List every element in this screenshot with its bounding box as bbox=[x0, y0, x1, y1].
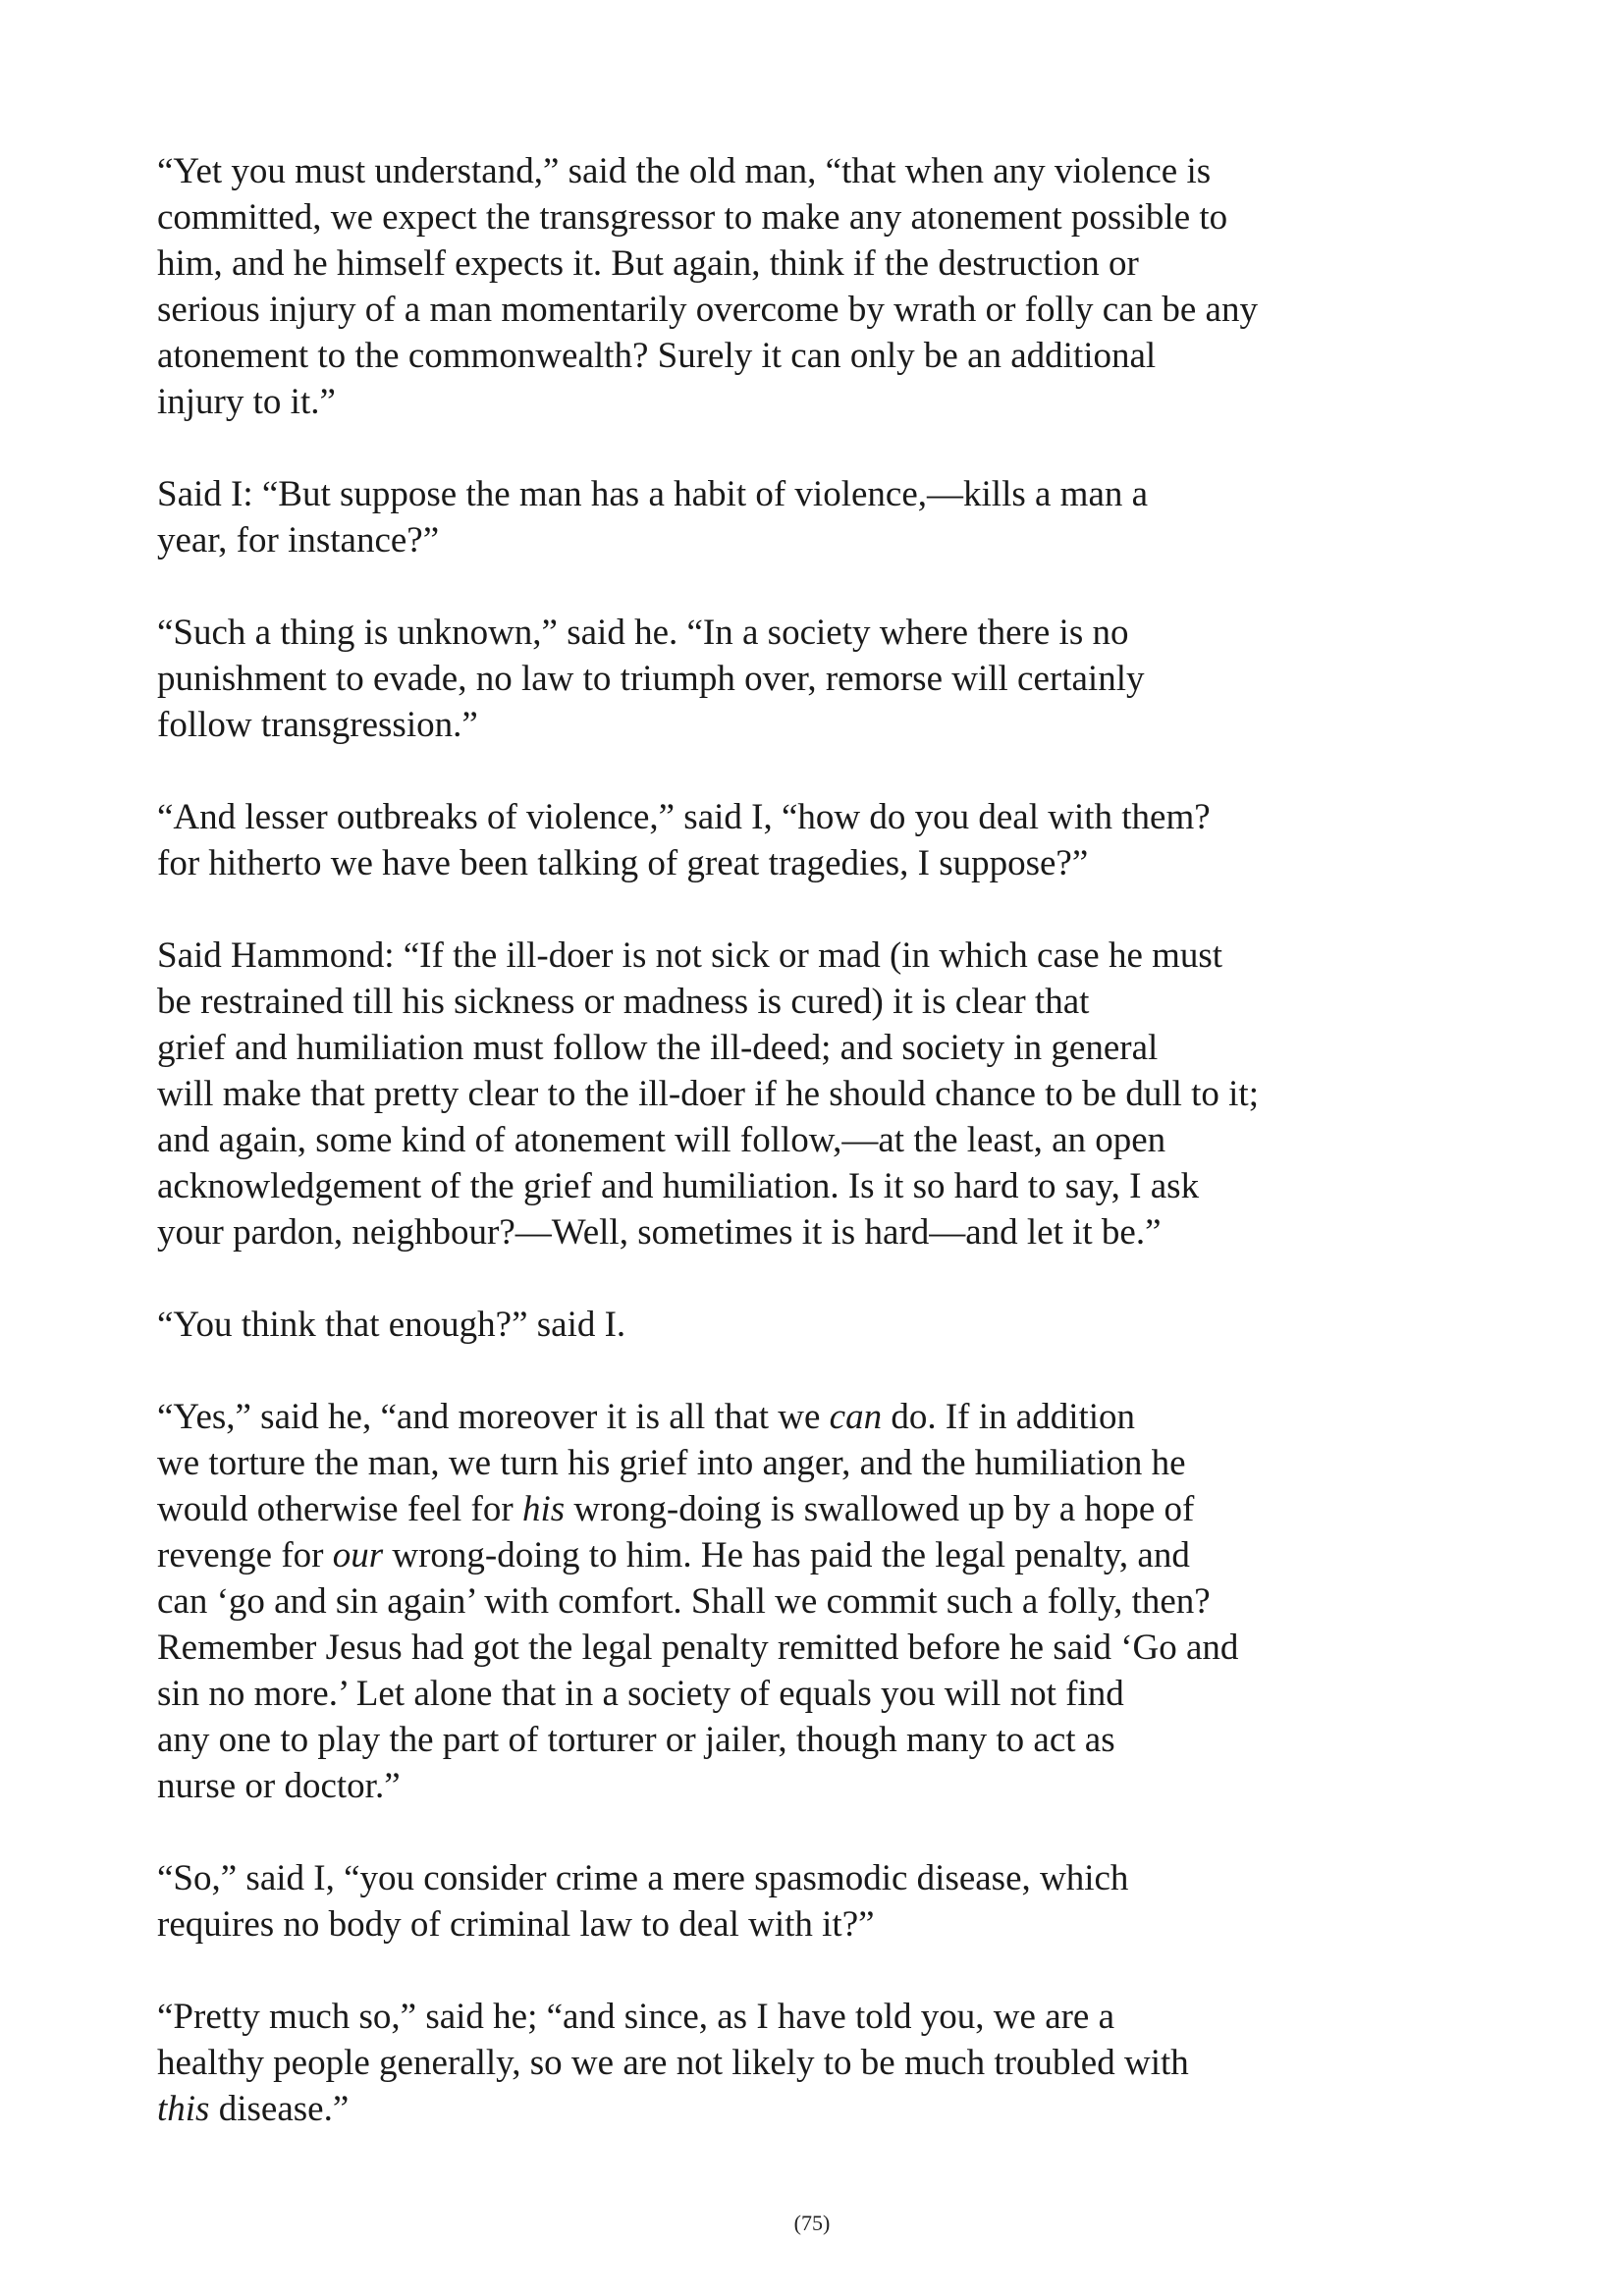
text-line: Said Hammond: “If the ill-doer is not sick or mad (in which case he must bbox=[157, 935, 1223, 976]
paragraph bbox=[157, 610, 1532, 748]
text-line: we torture the man, we turn his grief into anger, and the humiliation he bbox=[157, 1443, 1186, 1483]
page-body bbox=[157, 148, 1532, 2178]
text-line: “Yet you must understand,” said the old man, “that when any violence is bbox=[157, 151, 1212, 191]
paragraph bbox=[157, 794, 1532, 886]
text-line: for hitherto we have been talking of great tragedies, I suppose?” bbox=[157, 843, 1089, 883]
text-line: punishment to evade, no law to triumph over, remorse will certainly bbox=[157, 659, 1145, 699]
emphasis-text: his bbox=[521, 1489, 566, 1529]
page-number: (75) bbox=[793, 2211, 831, 2235]
text-line: “And lesser outbreaks of violence,” said I, “how do you deal with them? bbox=[157, 797, 1211, 837]
text-run: do. If in addition bbox=[882, 1397, 1136, 1437]
text-run: disease.” bbox=[209, 2089, 350, 2129]
text-run: revenge for bbox=[157, 1535, 333, 1575]
text-line: serious injury of a man momentarily overcome by wrath or folly can be any bbox=[157, 290, 1258, 330]
text-line: nurse or doctor.” bbox=[157, 1766, 401, 1806]
text-line: atonement to the commonwealth? Surely it can only be an additional bbox=[157, 336, 1157, 376]
emphasis-text: can bbox=[829, 1397, 883, 1437]
text-run: wrong-doing to him. He has paid the legal penalty, and bbox=[383, 1535, 1190, 1575]
text-line: be restrained till his sickness or madness is cured) it is clear that bbox=[157, 982, 1090, 1022]
text-run: would otherwise feel for bbox=[157, 1489, 522, 1529]
text-line: Remember Jesus had got the legal penalty remitted before he said ‘Go and bbox=[157, 1628, 1239, 1668]
paragraph bbox=[157, 1994, 1532, 2132]
text-line: him, and he himself expects it. But again, think if the destruction or bbox=[157, 243, 1139, 284]
text-line: can ‘go and sin again’ with comfort. Shall we commit such a folly, then? bbox=[157, 1581, 1211, 1622]
text-run: “Yes,” said he, “and moreover it is all that we bbox=[157, 1397, 830, 1437]
text-line: grief and humiliation must follow the ill-deed; and society in general bbox=[157, 1028, 1159, 1068]
text-line: sin no more.’ Let alone that in a society of equals you will not find bbox=[157, 1674, 1124, 1714]
text-line: healthy people generally, so we are not likely to be much troubled with bbox=[157, 2043, 1189, 2083]
text-line: will make that pretty clear to the ill-doer if he should chance to be dull to it; bbox=[157, 1074, 1259, 1114]
text-line: your pardon, neighbour?—Well, sometimes it is hard—and let it be.” bbox=[157, 1212, 1162, 1253]
text-run: wrong-doing is swallowed up by a hope of bbox=[565, 1489, 1195, 1529]
text-line bbox=[157, 1532, 1532, 1578]
paragraph bbox=[157, 1302, 1532, 1348]
text-line: “So,” said I, “you consider crime a mere spasmodic disease, which bbox=[157, 1858, 1129, 1898]
text-line: injury to it.” bbox=[157, 382, 336, 422]
text-line: and again, some kind of atonement will follow,—at the least, an open bbox=[157, 1120, 1166, 1160]
text-line: committed, we expect the transgressor to make any atonement possible to bbox=[157, 197, 1228, 238]
text-line: any one to play the part of torturer or jailer, though many to act as bbox=[157, 1720, 1115, 1760]
text-line: “Pretty much so,” said he; “and since, as I have told you, we are a bbox=[157, 1997, 1115, 2037]
text-line: acknowledgement of the grief and humiliation. Is it so hard to say, I ask bbox=[157, 1166, 1200, 1206]
paragraph bbox=[157, 471, 1532, 563]
emphasis-text: this bbox=[157, 2089, 210, 2129]
paragraph bbox=[157, 1855, 1532, 1948]
text-line bbox=[157, 1394, 1532, 1440]
text-line: “You think that enough?” said I. bbox=[157, 1305, 626, 1345]
paragraph bbox=[157, 148, 1532, 425]
paragraph bbox=[157, 1394, 1532, 1809]
text-line: follow transgression.” bbox=[157, 705, 478, 745]
text-line bbox=[157, 2086, 1532, 2132]
text-line bbox=[157, 1486, 1532, 1532]
emphasis-text: our bbox=[332, 1535, 384, 1575]
text-line: year, for instance?” bbox=[157, 520, 440, 561]
text-line: Said I: “But suppose the man has a habit of violence,—kills a man a bbox=[157, 474, 1149, 514]
text-line: “Such a thing is unknown,” said he. “In a society where there is no bbox=[157, 613, 1129, 653]
text-line: requires no body of criminal law to deal with it?” bbox=[157, 1904, 875, 1945]
paragraph bbox=[157, 933, 1532, 1255]
